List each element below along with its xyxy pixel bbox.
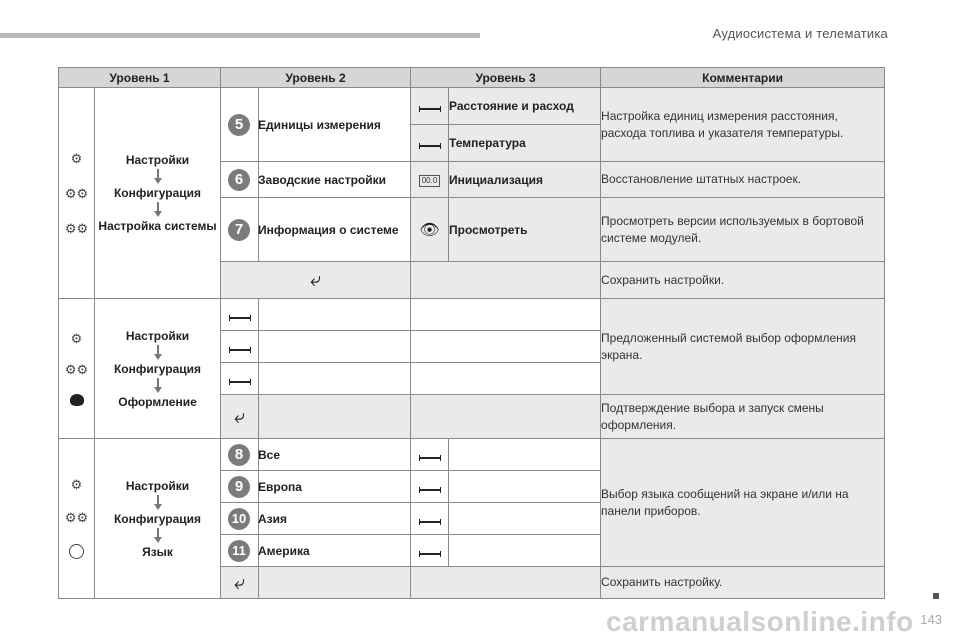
level1-chain [95, 299, 221, 439]
level2-factory[interactable]: Заводские настройки [258, 172, 387, 187]
chain-language: Язык [142, 544, 173, 559]
col-comments: Комментарии [601, 68, 885, 88]
level1-icons [59, 88, 95, 299]
gear-icon: ⚙ [70, 477, 83, 492]
comment-save-setting: Сохранить настройку. [601, 567, 885, 599]
language-icon [69, 544, 84, 559]
badge-11: 11 [228, 540, 250, 562]
chain-system: Настройка системы [98, 219, 217, 233]
chain-settings: Настройки [125, 328, 190, 343]
badge-8: 8 [228, 444, 250, 466]
gears-icon: ⚙⚙ [64, 361, 89, 377]
chain-theme: Оформление [118, 394, 197, 409]
option-bar-icon[interactable] [419, 108, 441, 110]
level1-chain [95, 439, 221, 599]
level2-asia[interactable]: Азия [258, 511, 288, 526]
level2-europe[interactable]: Европа [258, 479, 302, 494]
top-rule [0, 33, 480, 38]
table-row [59, 88, 885, 125]
comment-theme: Предложенный системой выбор оформления экрана. [601, 299, 885, 395]
comment-language: Выбор языка сообщений на экране и/или на панели приборов. [601, 439, 885, 567]
level3-distance[interactable]: Расстояние и расход [449, 88, 601, 125]
option-bar-icon[interactable] [419, 145, 441, 147]
gears-icon: ⚙⚙ [64, 510, 89, 525]
settings-menu-table [58, 67, 885, 599]
chain-settings: Настройки [125, 153, 190, 167]
page-number: 143 [920, 612, 942, 627]
level1-icons [59, 439, 95, 599]
badge-7: 7 [228, 219, 250, 241]
down-arrow-icon [154, 537, 162, 543]
section-title: Аудиосистема и телематика [712, 26, 888, 41]
option-bar-icon[interactable] [419, 521, 441, 523]
gears-icon: ⚙⚙ [64, 185, 89, 201]
comment-save: Сохранить настройки. [601, 262, 885, 299]
option-bar-icon[interactable] [419, 489, 441, 491]
back-arrow-icon[interactable]: ⤶ [233, 571, 246, 594]
level1-icons [59, 299, 95, 439]
back-arrow-icon[interactable]: ⤶ [309, 269, 322, 291]
chain-config: Конфигурация [113, 186, 202, 200]
option-bar-icon[interactable] [229, 317, 251, 319]
badge-6: 6 [228, 169, 250, 191]
palette-icon [70, 394, 84, 406]
down-arrow-icon [154, 504, 162, 510]
down-arrow-icon [154, 178, 162, 184]
gear-icon: ⚙ [70, 330, 83, 346]
level1-chain [95, 88, 221, 299]
option-bar-icon[interactable] [419, 553, 441, 555]
comment-factory: Восстановление штатных настроек. [601, 162, 885, 198]
option-bar-icon[interactable] [229, 349, 251, 351]
down-arrow-icon [154, 354, 162, 360]
table-row [59, 299, 885, 331]
level2-america[interactable]: Америка [258, 543, 310, 558]
watermark: carmanualsonline.info [606, 606, 914, 637]
level2-sysinfo[interactable]: Информация о системе [258, 222, 399, 237]
back-arrow-icon[interactable]: ⤶ [233, 405, 246, 428]
counter-icon[interactable]: 00.0 [419, 175, 441, 187]
col-level1: Уровень 1 [59, 68, 221, 88]
level3-temperature[interactable]: Температура [449, 125, 601, 162]
page-bullet [933, 593, 939, 599]
col-level3: Уровень 3 [411, 68, 601, 88]
badge-10: 10 [228, 508, 250, 530]
gear-icon: ⚙ [70, 150, 83, 166]
down-arrow-icon [154, 211, 162, 217]
col-level2: Уровень 2 [221, 68, 411, 88]
level3-init[interactable]: Инициализация [449, 162, 601, 198]
badge-9: 9 [228, 476, 250, 498]
chain-config: Конфигурация [113, 511, 202, 526]
table-row [59, 439, 885, 471]
chain-config: Конфигурация [113, 361, 202, 376]
option-bar-icon[interactable] [419, 457, 441, 459]
gears-icon: ⚙⚙ [64, 220, 89, 236]
eye-icon[interactable]: 👁 [419, 221, 440, 239]
comment-sysinfo: Просмотреть версии используемых в бортовой системе модулей. [601, 198, 885, 262]
level2-all[interactable]: Все [258, 447, 281, 462]
level3-view[interactable]: Просмотреть [449, 198, 601, 262]
table-header-row [59, 68, 885, 88]
chain-settings: Настройки [125, 478, 190, 493]
comment-units: Настройка единиц измерения расстояния, расхода топлива и указателя температуры. [601, 88, 885, 162]
level2-units[interactable]: Единицы измерения [258, 117, 381, 132]
badge-5: 5 [228, 114, 250, 136]
comment-confirm: Подтверждение выбора и запуск смены оформления. [601, 395, 885, 439]
down-arrow-icon [154, 387, 162, 393]
option-bar-icon[interactable] [229, 381, 251, 383]
